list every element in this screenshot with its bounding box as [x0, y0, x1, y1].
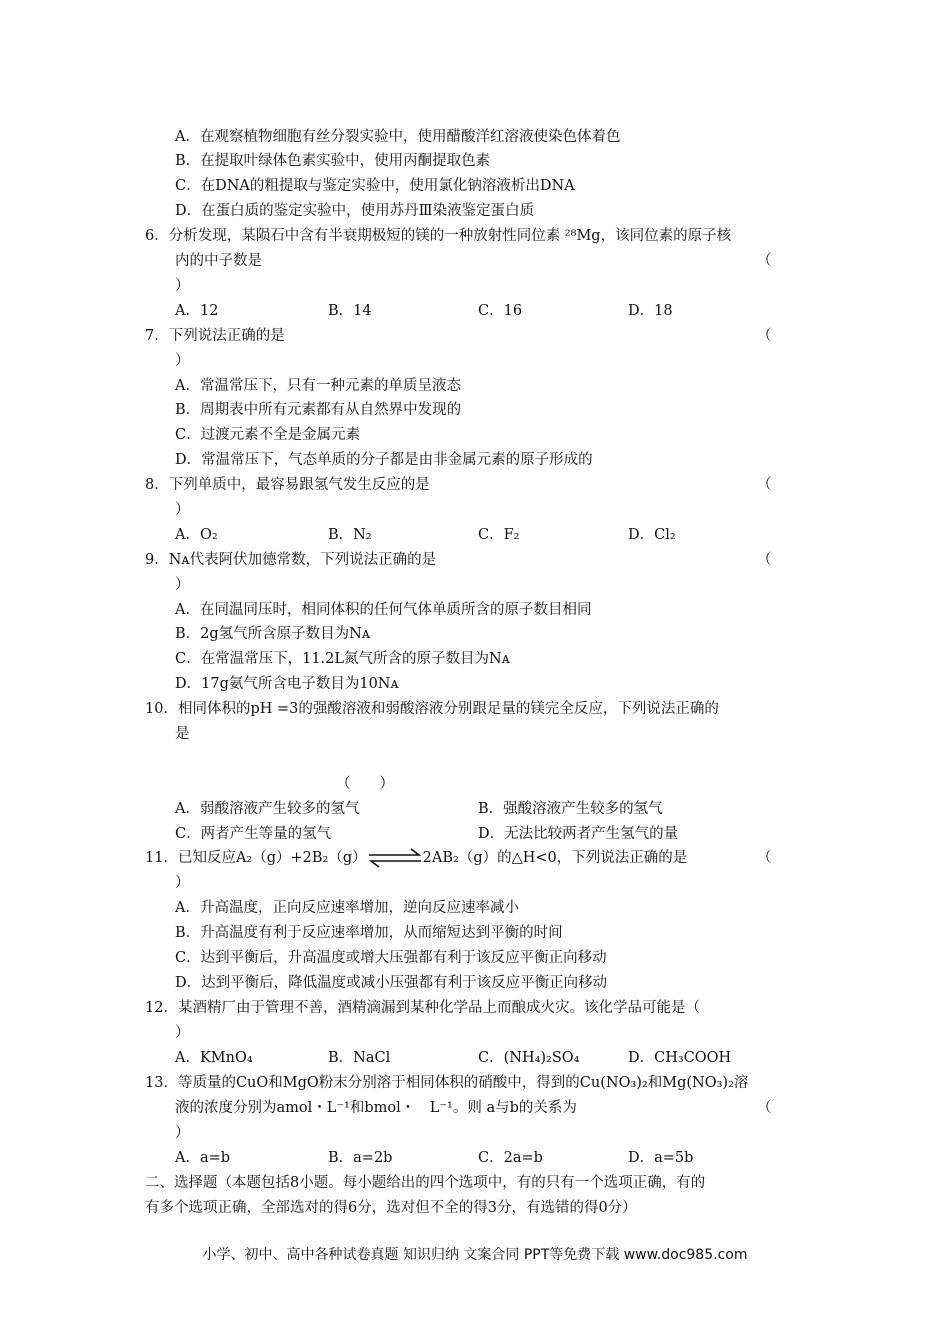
answer-paren-close: ）	[175, 875, 190, 891]
footer-link[interactable]: 小学、初中、高中各种试卷真题 知识归纳 文案合同 PPT等免费下载 www.doc985.com	[202, 1247, 748, 1263]
answer-paren-open: （	[757, 1100, 772, 1116]
q7-option-b: B．周期表中所有元素都有从自然界中发现的	[175, 402, 462, 418]
q12-option-a: A．KMnO₄	[175, 1050, 253, 1066]
q10-option-b: B．强酸溶液产生较多的氢气	[478, 801, 663, 817]
answer-paren: （ ）	[336, 776, 394, 792]
q9-option-a: A．在同温同压时，相同体积的任何气体单质所含的原子数目相同	[175, 602, 592, 618]
q9-option-c: C．在常温常压下，11.2L氮气所含的原子数目为Nᴀ	[175, 651, 510, 667]
q7-option-c: C．过渡元素不全是金属元素	[175, 427, 361, 443]
q13-options	[0, 1146, 950, 1171]
q10-stem-cont: 是	[175, 726, 190, 742]
section-2-heading: 二、选择题（本题包括8小题。每小题给出的四个选项中，有的只有一个选项正确，有的	[145, 1175, 706, 1191]
q11-option-a: A．升高温度，正向反应速率增加，逆向反应速率减小	[175, 900, 519, 916]
q9-option-d: D．17g氨气所含电子数目为10Nᴀ	[175, 676, 399, 692]
q12-option-c: C．(NH₄)₂SO₄	[478, 1050, 580, 1066]
answer-paren-open: （	[757, 850, 772, 866]
q6-stem-cont: 内的中子数是	[175, 253, 262, 269]
q5-option-c: C．在DNA的粗提取与鉴定实验中，使用氯化钠溶液析出DNA	[175, 178, 575, 194]
q11-stem-right: 2AB₂（g）的△H<0，下列说法正确的是	[422, 850, 688, 866]
answer-paren-close: ）	[175, 577, 190, 593]
q12-options	[0, 1046, 950, 1071]
q13-option-b: B．a=2b	[328, 1150, 393, 1166]
q5-option-b: B．在提取叶绿体色素实验中，使用丙酮提取色素	[175, 153, 491, 169]
q6-option-d: D．18	[628, 303, 673, 319]
q11-stem	[145, 846, 687, 871]
answer-paren-close: ）	[175, 502, 190, 518]
q6-option-b: B．14	[328, 303, 372, 319]
q8-options	[0, 523, 950, 548]
answer-paren-open: （	[757, 552, 772, 568]
q13-option-a: A．a=b	[175, 1150, 231, 1166]
q10-option-d: D．无法比较两者产生氢气的量	[478, 826, 679, 842]
q8-option-b: B．N₂	[328, 527, 372, 543]
q5-option-d: D．在蛋白质的鉴定实验中，使用苏丹Ⅲ染液鉴定蛋白质	[175, 203, 535, 219]
q5-option-a: A．在观察植物细胞有丝分裂实验中，使用醋酸洋红溶液使染色体着色	[175, 129, 621, 145]
section-2-heading-cont: 有多个选项正确，全部选对的得6分，选对但不全的得3分，有选错的得0分）	[145, 1200, 637, 1216]
answer-paren-open: （	[757, 328, 772, 344]
q11-option-c: C．达到平衡后，升高温度或增大压强都有利于该反应平衡正向移动	[175, 950, 607, 966]
answer-paren-close: ）	[175, 1025, 190, 1041]
q10-options-row1	[0, 797, 950, 822]
q10-option-c: C．两者产生等量的氢气	[175, 826, 332, 842]
q10-options-row2	[0, 822, 950, 847]
q9-stem: 9．Nᴀ代表阿伏加德常数，下列说法正确的是	[145, 552, 437, 568]
equilibrium-arrow-icon	[367, 848, 423, 868]
q11-option-b: B．升高温度有利于反应速率增加，从而缩短达到平衡的时间	[175, 925, 563, 941]
q6-stem: 6．分析发现，某陨石中含有半衰期极短的镁的一种放射性同位素 ²⁸Mg，该同位素的原子核	[145, 228, 732, 244]
q6-option-a: A．12	[175, 303, 219, 319]
q13-option-d: D．a=5b	[628, 1150, 694, 1166]
q13-stem-cont: 液的浓度分别为amol・L⁻¹和bmol・ L⁻¹。则 a与b的关系为	[175, 1100, 577, 1116]
q13-stem: 13．等质量的CuO和MgO粉末分别溶于相同体积的硝酸中，得到的Cu(NO₃)₂和Mg(NO₃)₂溶	[145, 1075, 749, 1091]
q11-stem-left: 11．已知反应A₂（g）+2B₂（g）	[145, 850, 367, 866]
q8-option-d: D．Cl₂	[628, 527, 676, 543]
q7-option-a: A．常温常压下，只有一种元素的单质呈液态	[175, 378, 461, 394]
q7-option-d: D．常温常压下，气态单质的分子都是由非金属元素的原子形成的	[175, 452, 593, 468]
q8-option-a: A．O₂	[175, 527, 218, 543]
answer-paren-close: ）	[175, 278, 190, 294]
q7-stem: 7．下列说法正确的是	[145, 328, 285, 344]
answer-paren-close: ）	[175, 353, 190, 369]
q10-option-a: A．弱酸溶液产生较多的氢气	[175, 801, 360, 817]
q12-stem: 12．某酒精厂由于管理不善，酒精滴漏到某种化学品上而酿成火灾。该化学品可能是（	[145, 1000, 700, 1016]
answer-paren-open: （	[757, 253, 772, 269]
answer-paren-open: （	[757, 477, 772, 493]
q10-stem: 10．相同体积的pH =3的强酸溶液和弱酸溶液分别跟足量的镁完全反应，下列说法正确的	[145, 701, 719, 717]
q8-stem: 8．下列单质中，最容易跟氢气发生反应的是	[145, 477, 430, 493]
q9-option-b: B．2g氢气所含原子数目为Nᴀ	[175, 626, 371, 642]
q6-option-c: C．16	[478, 303, 523, 319]
answer-paren-close: ）	[175, 1125, 190, 1141]
q13-option-c: C．2a=b	[478, 1150, 543, 1166]
q6-options	[0, 299, 950, 324]
q8-option-c: C．F₂	[478, 527, 520, 543]
q12-option-d: D．CH₃COOH	[628, 1050, 732, 1066]
q12-option-b: B．NaCl	[328, 1050, 391, 1066]
q11-option-d: D．达到平衡后，降低温度或减小压强都有利于该反应平衡正向移动	[175, 975, 608, 991]
